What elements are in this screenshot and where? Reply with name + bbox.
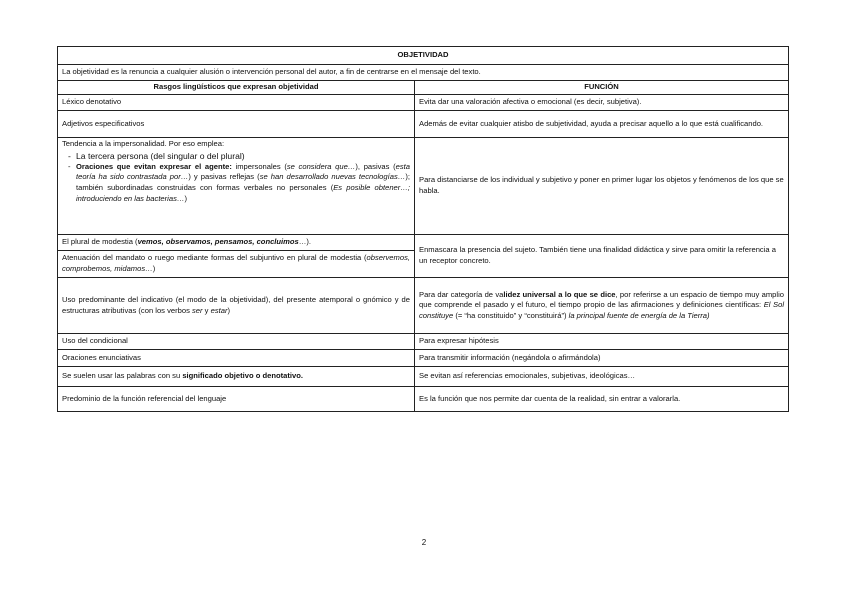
table-row bbox=[58, 95, 789, 111]
list-item: - La tercera persona (del singular o del plural) bbox=[68, 150, 410, 162]
page-number: 2 bbox=[421, 538, 427, 547]
function-cell: Evita dar una valoración afectiva o emocional (es decir, subjetiva). bbox=[415, 95, 789, 111]
function-cell: Para dar categoría de validez universal a lo que se dice, por referirse a un espacio de tiempo muy amplio que comprende el pasado y el futuro, el tiempo propio de las afirmaciones y definiciones científicas: El Sol constituye (= “ha constituido” y “constituirá”) la principal fuente de energía de la Tierra) bbox=[415, 278, 789, 334]
table-row bbox=[58, 387, 789, 412]
table-row bbox=[58, 111, 789, 138]
feature-cell-impersonality bbox=[58, 138, 415, 235]
feature-cell: Adjetivos especificativos bbox=[58, 111, 415, 138]
function-cell: Para distanciarse de los individual y subjetivo y poner en primer lugar los objetos y fenómenos de los que se habla. bbox=[415, 138, 789, 235]
objectivity-table bbox=[57, 46, 789, 412]
feature-cell: Se suelen usar las palabras con su significado objetivo o denotativo. bbox=[58, 367, 415, 387]
feature-cell: Oraciones enunciativas bbox=[58, 350, 415, 367]
feature-cell: Predominio de la función referencial del lenguaje bbox=[58, 387, 415, 412]
function-cell: Se evitan así referencias emocionales, subjetivas, ideológicas… bbox=[415, 367, 789, 387]
table-row bbox=[58, 138, 789, 235]
function-cell: Para transmitir información (negándola o afirmándola) bbox=[415, 350, 789, 367]
function-cell: Es la función que nos permite dar cuenta de la realidad, sin entrar a valorarla. bbox=[415, 387, 789, 412]
column-header-function: FUNCIÓN bbox=[415, 81, 789, 95]
table-row bbox=[58, 350, 789, 367]
column-header-features: Rasgos lingüísticos que expresan objetividad bbox=[58, 81, 415, 95]
table-row bbox=[58, 235, 789, 251]
table-row bbox=[58, 367, 789, 387]
function-cell-shared: Enmascara la presencia del sujeto. También tiene una finalidad didáctica y sirve para omitir la referencia a un receptor concreto. bbox=[415, 235, 789, 278]
feature-cell: El plural de modestia (vemos, observamos, pensamos, concluimos…). bbox=[58, 235, 415, 251]
function-cell: Además de evitar cualquier atisbo de subjetividad, ayuda a precisar aquello a lo que está cualificando. bbox=[415, 111, 789, 138]
feature-cell: Uso del condicional bbox=[58, 334, 415, 350]
table-row bbox=[58, 334, 789, 350]
table-row bbox=[58, 278, 789, 334]
impersonality-list bbox=[62, 150, 410, 205]
feature-cell: Uso predominante del indicativo (el modo de la objetividad), del presente atemporal o gnómico y de estructuras atributivas (con los verbos ser y estar) bbox=[58, 278, 415, 334]
table-intro: La objetividad es la renuncia a cualquier alusión o intervención personal del autor, a fin de centrarse en el mensaje del texto. bbox=[58, 65, 789, 81]
function-cell: Para expresar hipótesis bbox=[415, 334, 789, 350]
list-item: - Oraciones que evitan expresar el agente: impersonales (se considera que…), pasivas (esta teoría ha sido contrastada por…) y pasivas reflejas (se han desarrollado nuevas tecnologías…); también subordinadas construidas con formas verbales no personales (Es posible obtener…; introduciendo en las bacterias…) bbox=[68, 162, 410, 205]
feature-cell: Atenuación del mandato o ruego mediante formas del subjuntivo en plural de modestia (observemos, comprobemos, midamos…) bbox=[58, 251, 415, 278]
feature-cell: Léxico denotativo bbox=[58, 95, 415, 111]
impersonality-intro: Tendencia a la impersonalidad. Por eso emplea: bbox=[62, 139, 225, 148]
table-title: OBJETIVIDAD bbox=[58, 47, 789, 65]
